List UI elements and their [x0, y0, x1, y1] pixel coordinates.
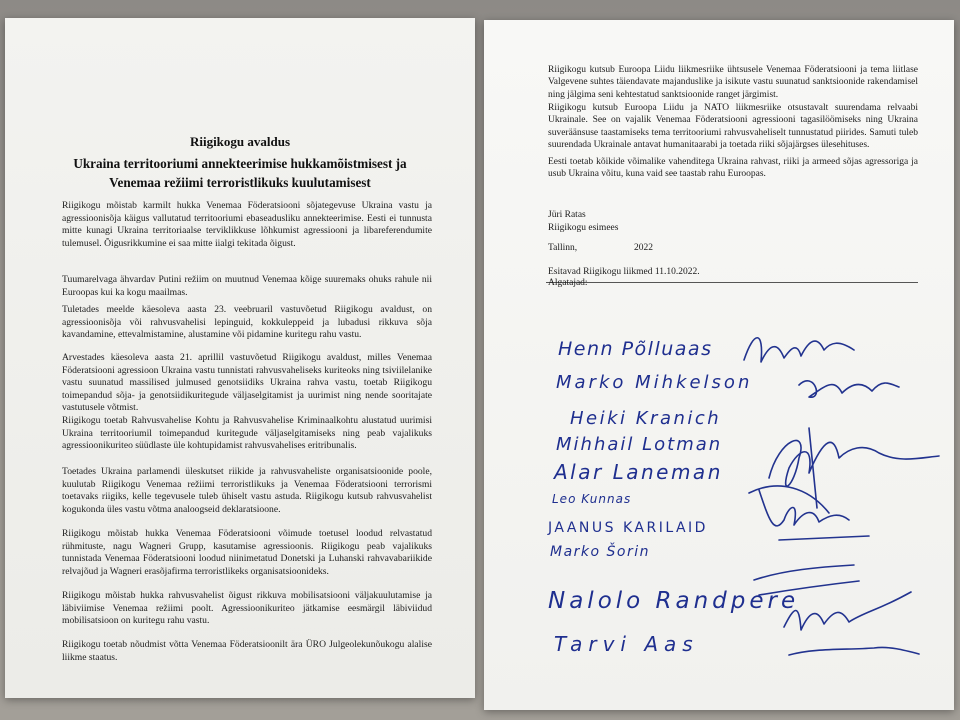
handwritten-name-4: Mihhail Lotman: [556, 434, 723, 455]
handwritten-name-9: Nalolo Randpere: [548, 588, 800, 614]
initiators-label: Algatajad:: [548, 278, 588, 288]
paragraph-6: Toetades Ukraina parlamendi üleskutset riikide ja rahvusvaheliste organisatsioonide poole, kuulutab Riigikogu Venemaa režiimi terroristlikuks ja Venemaa Föderatsiooni terrorismi toetavaks riigiks, kelle tegevusele tuleb ühiselt vastu astuda. Riigikogu kutsub rahvusvahelist kogukonda üles vastu võtma analoogseid deklaratsioone.: [62, 466, 432, 515]
signer-name: Jüri Ratas: [548, 210, 586, 220]
paragraph-9: Riigikogu toetab nõudmist võtta Venemaa Föderatsioonilt ära ÜRO Julgeolekunõukogu alalise liikme staatus.: [62, 639, 432, 663]
handwritten-name-1: Henn Põlluaas: [558, 338, 713, 360]
right-paragraph-3: Eesti toetab kõikide võimalike vahenditega Ukraina rahvast, riiki ja armeed sõjas agressoriga ja usub Ukraina võitu, kuna vaid see taastab rahu Euroopas.: [548, 157, 918, 180]
paragraph-4: Arvestades käesoleva aasta 21. aprillil vastuvõetud Riigikogu avaldust, milles Venemaa Föderatsiooni agressioon Ukraina vastu tunnistati rahvusvaheliseks kuriteoks ning tsiviilelanike vastu suunatud massilised julmused genotsiidiks Ukraina rahva vastu, toetab Riigikogu toimepandud sõja- ja genotsiidikuritegude väljaselgitamist ja uurimist ning nende sooritajate vastutusele võtmist.: [62, 352, 432, 414]
signature-scribble-7: [784, 630, 924, 670]
document-subtitle: [5, 154, 475, 192]
paragraph-1: Riigikogu mõistab karmilt hukka Venemaa Föderatsiooni sõjategevuse Ukraina vastu ja agressioonisõja käigus vallutatud territooriumi ebaseadusliku annekteerimise. Eesti ei tunnusta mitte kunagi Ukraina territoriaalse terviklikkuse lõhkumist agressiooni ja libareferendumite tulemusel. Õigusrikkumine ei saa mitte iialgi tekitada õigust.: [62, 200, 432, 249]
signer-title: Riigikogu esimees: [548, 223, 619, 233]
subtitle-line-2: Venemaa režiimi terroristlikuks kuulutamisest: [109, 175, 371, 190]
year-label: 2022: [634, 243, 653, 253]
paragraph-7: Riigikogu mõistab hukka Venemaa Föderatsiooni võimude toetusel loodud relvastatud rühmituste, nagu Wagneri Grupp, kasutamise agressioonis. Riigikogu peab vajalikuks tunnistada Venemaa Föderatsiooni loodud niinimetatud Donetski ja Luhanski rahvavabariikide relvajõud ja Wagneri erasõjafirma terroristlikeks organisatsioonideks.: [62, 528, 432, 577]
document-title: Riigikogu avaldus: [189, 134, 291, 149]
handwritten-name-6: Leo Kunnas: [552, 492, 632, 506]
right-document-page: [484, 20, 954, 710]
left-document-page: [5, 18, 475, 698]
signature-scribble-2: [794, 365, 904, 405]
separator-line: [546, 282, 918, 283]
paragraph-2: Tuumarelvaga ähvardav Putini režiim on muutnud Venemaa kõige suuremaks ohuks rahule nii Euroopas kui ka kogu maailmas.: [62, 274, 432, 298]
presented-by-line: Esitavad Riigikogu liikmed 11.10.2022.: [548, 267, 700, 277]
signature-scribble-4: [739, 480, 879, 560]
right-paragraph-2: Riigikogu kutsub Euroopa Liidu ja NATO liikmesriike otsustavalt suurendama relvaabi Ukrainale. See on vajalik Venemaa Föderatsiooni agressiooni tagasilöömiseks ning Ukraina suveräänsuse taastamiseks tema territooriumi rahvusvaheliselt tunnustatud piirides. Samuti tuleb suurendada Ukrainale antavat humanitaarabi ja toetada riiki sõjajärgses ülesehituses.: [548, 103, 918, 151]
subtitle-line-1: Ukraina territooriumi annekteerimise hukkamõistmisest ja: [73, 156, 407, 171]
place-label: Tallinn,: [548, 243, 578, 253]
handwritten-name-10: Tarvi Aas: [554, 632, 699, 656]
handwritten-name-2: Marko Mihkelson: [556, 372, 753, 393]
paragraph-8: Riigikogu mõistab hukka rahvusvahelist õigust rikkuva mobilisatsiooni väljakuulutamise ja läbiviimise Venemaa režiimi poolt. Agressioonikuriteo jätkamise eesmärgil läbiviidud mobilisatsioon on kuritegu rahu vastu.: [62, 590, 432, 627]
paragraph-5: Riigikogu toetab Rahvusvahelise Kohtu ja Rahvusvahelise Kriminaalkohtu alustatud uurimisi Ukraina territooriumil toimepandud kuritegude väljaselgitamiseks ning peab vajalikuks agressioonikuriteo süüdlaste üle kohtupidamist rahvusvahelises eritribunalis.: [62, 415, 432, 452]
paragraph-3: Tuletades meelde käesoleva aasta 23. veebruaril vastuvõetud Riigikogu avaldust, on agressioonisõja või rahvusvahelisi lepinguid, kokkuleppeid ja lubadusi rikkuva sõja kavandamine, ettevalmistamine, alustamine või pidamine kuritegu rahu vastu.: [62, 304, 432, 341]
handwritten-name-7: JAANUS KARILAID: [548, 520, 708, 536]
handwritten-name-8: Marko Šorin: [550, 544, 651, 560]
handwritten-name-5: Alar Laneman: [554, 460, 723, 484]
right-paragraph-1: Riigikogu kutsub Euroopa Liidu liikmesriike ühtsusele Venemaa Föderatsiooni ja tema liitlase Valgevene suhtes täiendavate majanduslike ja isikute vastu suunatud sanktsioonide rakendamisel ning jälgima seni kehtestatud sanktsioonide ranget järgimist.: [548, 65, 918, 100]
handwritten-name-3: Heiki Kranich: [570, 408, 722, 429]
